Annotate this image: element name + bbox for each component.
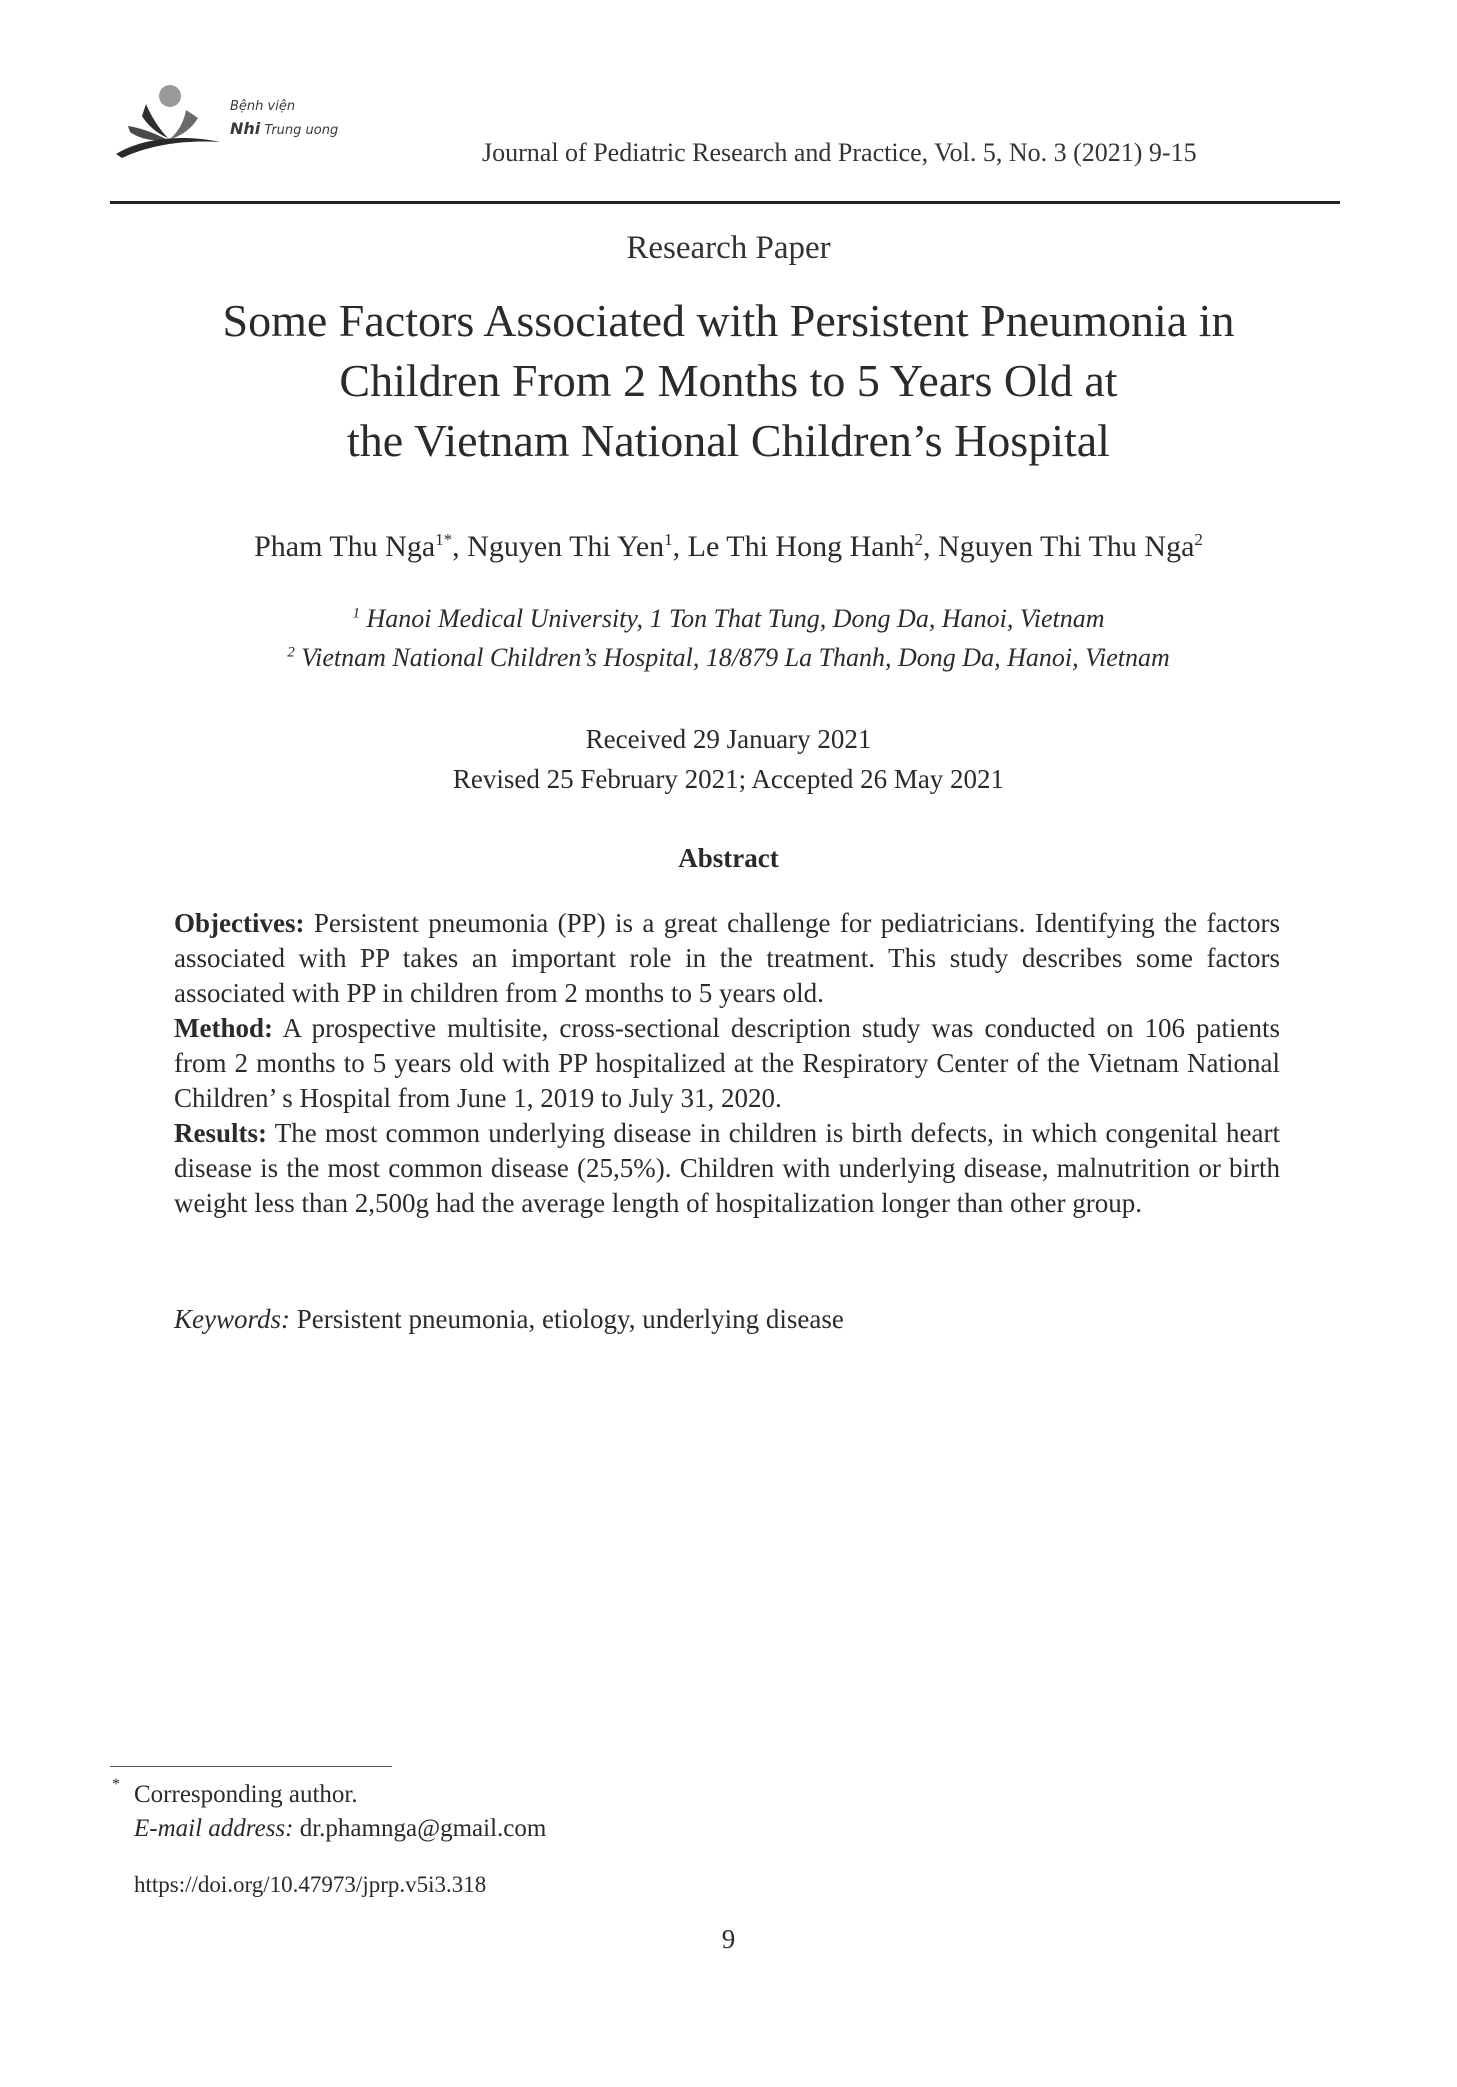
lotus-logo-icon (112, 82, 222, 160)
author-name: Le Thi Hong Hanh (687, 530, 915, 563)
logo-text-line1: Bệnh viện (230, 99, 296, 114)
author-affil-mark: 1 (664, 530, 673, 549)
author-affil-mark: 2 (1194, 530, 1203, 549)
doi-link[interactable]: https://doi.org/10.47973/jprp.v5i3.318 (134, 1872, 487, 1897)
author-name: Pham Thu Nga (254, 530, 436, 563)
email-address: E-mail address: dr.phamnga@gmail.com (134, 1815, 547, 1842)
received-date: Received 29 January 2021 (585, 724, 872, 754)
keywords: Keywords: Persistent pneumonia, etiology, underlying disease (174, 1304, 844, 1334)
abstract-results: Results: The most common underlying disease in children is birth defects, in which congenital heart disease is the most common disease (25,5%). Children with underlying disease, malnutrition or birth weight less than 2,500g had the average length of hospitalization longer than other group. (174, 1118, 1280, 1218)
abstract-method: Method: A prospective multisite, cross-sectional description study was conducted on 106 patients from 2 months to 5 years old with PP hospitalized at the Respiratory Center of the Vietnam National Children’ s Hospital from June 1, 2019 to July 31, 2020. (174, 1013, 1281, 1113)
logo-text-line2: Nhi Trung uong (230, 119, 339, 138)
affiliation: $^1$ Hanoi Medical University, 1 Ton That Tung, Dong Da, Hanoi, Vietnam (352, 604, 1105, 633)
affiliation: $^2$ Vietnam National Children’s Hospital, 18/879 La Thanh, Dong Da, Hanoi, Vietnam (287, 643, 1170, 672)
abstract-heading: Abstract (678, 843, 779, 873)
paper-type: Research Paper (626, 230, 831, 266)
header-divider (110, 201, 1340, 204)
title-line: the Vietnam National Children’s Hospital (347, 415, 1110, 466)
footnote-divider (110, 1766, 392, 1767)
author-affil-mark: 1* (435, 530, 453, 549)
author-list: Pham Thu Nga$^{1*}$, Nguyen Thi Yen$^1$, Le Thi Hong Hanh$^2$, Nguyen Thi Thu Nga$^2$ (254, 530, 1203, 563)
abstract-objectives: Objectives: Persistent pneumonia (PP) is a great challenge for pediatricians. Identifying the factors associated with PP takes an important role in the treatment. This study describes some factors associated with PP in children from 2 months to 5 years old. (174, 908, 1280, 1008)
footnote-mark: * (112, 1776, 120, 1793)
hospital-logo (112, 82, 372, 160)
revised-accepted-date: Revised 25 February 2021; Accepted 26 May 2021 (452, 764, 1005, 794)
page-number: 9 (721, 1924, 736, 1954)
title-line: Some Factors Associated with Persistent Pneumonia in (222, 295, 1235, 346)
paper-title (0, 291, 1457, 471)
abstract-body (174, 906, 1280, 1221)
corresponding-author: Corresponding author. (134, 1781, 358, 1808)
author-name: Nguyen Thi Yen (467, 530, 665, 563)
journal-citation: Journal of Pediatric Research and Practice, Vol. 5, No. 3 (2021) 9-15 (482, 138, 1197, 167)
title-line: Children From 2 Months to 5 Years Old at (339, 355, 1118, 406)
author-name: Nguyen Thi Thu Nga (938, 530, 1195, 563)
author-affil-mark: 2 (914, 530, 924, 549)
